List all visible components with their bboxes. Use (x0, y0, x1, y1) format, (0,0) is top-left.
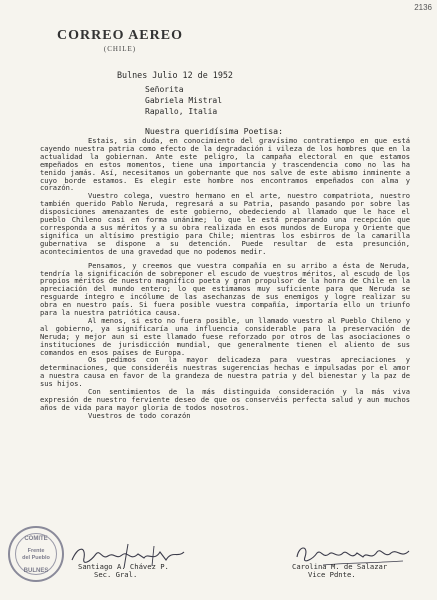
signer-name: Santiago A. Chávez P. (78, 562, 169, 571)
letterhead-title: CORREO AEREO (57, 28, 183, 43)
stamp-text-line1: Frente (27, 548, 45, 554)
signer-right (292, 563, 387, 579)
salutation: Nuestra queridísima Poetisa: (145, 126, 284, 136)
body-paragraph: Os pedimos con la mayor delicadeza para vuestras apreciaciones y determinaciones, que consideréis nuestras sugerencias hechas e impulsadas por el amor a nuestra causa en favor de la grandeza de nuestra patria y del bienestar y la paz de sus hijos. (40, 355, 410, 389)
letterhead-subtitle: (CHILE) (103, 45, 137, 53)
stamp-text-bottom: BULNES (23, 568, 49, 574)
committee-stamp (8, 526, 64, 582)
body-paragraph: Vuestro colega, vuestro hermano en el arte, nuestro compatriota, nuestro también querido Pablo Neruda, regresará a su Patria, pasando pasando por sobre las disposiciones amenazantes de este gobierno, obedeciendo al llamado que le hace el pueblo Chileno casi en forma unánime; lo que le está preparando una recepción que corresponda a sus méritos y a su obra realizada en esos mundos de Europa y Oriente que significa un altísimo prestigio para Chile; mientras los esbirros de la camarilla gubernativa se dispone a su detención. Puede resultar de esta presunción, acontecimientos de una gravedad que no podemos medir. (40, 191, 410, 256)
signer-role: Sec. Gral. (94, 570, 138, 579)
stamp-text-line2: del Pueblo (22, 555, 50, 561)
stamp-text-top: COMITE (24, 536, 48, 542)
archive-reference-number: 2136 (414, 3, 432, 12)
body-paragraph: Pensamos, y creemos que vuestra compañía en su arribo a ésta de Neruda, tendría la significación de sobreponer el escudo de vuestros méritos, al escudo de los propios méritos de nuestro magnífico poeta y gran propulsor de la honra de Chile en la apreciación del mundo entero; lo que estimamos muy suficiente para que Neruda se resguarde íntegro e incólume de las asechanzas de sus enemigos y logre realizar su obra en nuestro país. Si fuera posible vuestra compañía, importaría ello un triunfo para la nuestra patriótica causa. (40, 260, 410, 318)
addressee-line: Señorita (145, 85, 184, 94)
addressee-line: Rapallo, Italia (145, 107, 218, 116)
signer-role: Vice Pdnte. (308, 570, 356, 579)
addressee-block (145, 84, 222, 117)
body-paragraph: Con sentimientos de la más distinguida consideración y la más viva expresión de nuestro ferviente deseo de que os conservéis perfecta salud y aun muchos años de vida para mayor gloria de todos nosotros. (40, 387, 410, 412)
body-paragraph: Al menos, si esto no fuera posible, un llamado vuestro al Pueblo Chileno y al gobierno, ya significaría una influencia considerable para la preservación de Neruda; y mejor aun si este llamado fuese reforzado por otros de las asociaciones o instituciones de jurisdicción mundial, que generalmente tienen el aliento de sus comandos en esos países de Europa. (40, 315, 410, 357)
signer-left (78, 563, 169, 579)
letterhead (40, 28, 200, 53)
closing-line: Vuestros de todo corazón (88, 410, 191, 420)
letter-body (40, 137, 410, 420)
body-paragraph: Estais, sin duda, en conocimiento del gravísimo contratiempo en que está cayendo nuestra patria como efecto de la degradación i vileza de los hombres que en la actualidad la gobiernan. Ante este peligro, la campaña electoral en que estamos empeñados en estos momentos, tiene una importancia y trascendencia como no las ha tenido jamás. Así, necesitamos un gobernante que nos salve de este abismo inminente a cuyo borde estamos. Es elegir este hombre nos encontramos empeñados con alma y corazón. (40, 136, 410, 193)
dateline: Bulnes Julio 12 de 1952 (117, 70, 233, 80)
addressee-line: Gabriela Mistral (145, 96, 223, 105)
signer-name: Carolina M. de Salazar (292, 562, 388, 571)
